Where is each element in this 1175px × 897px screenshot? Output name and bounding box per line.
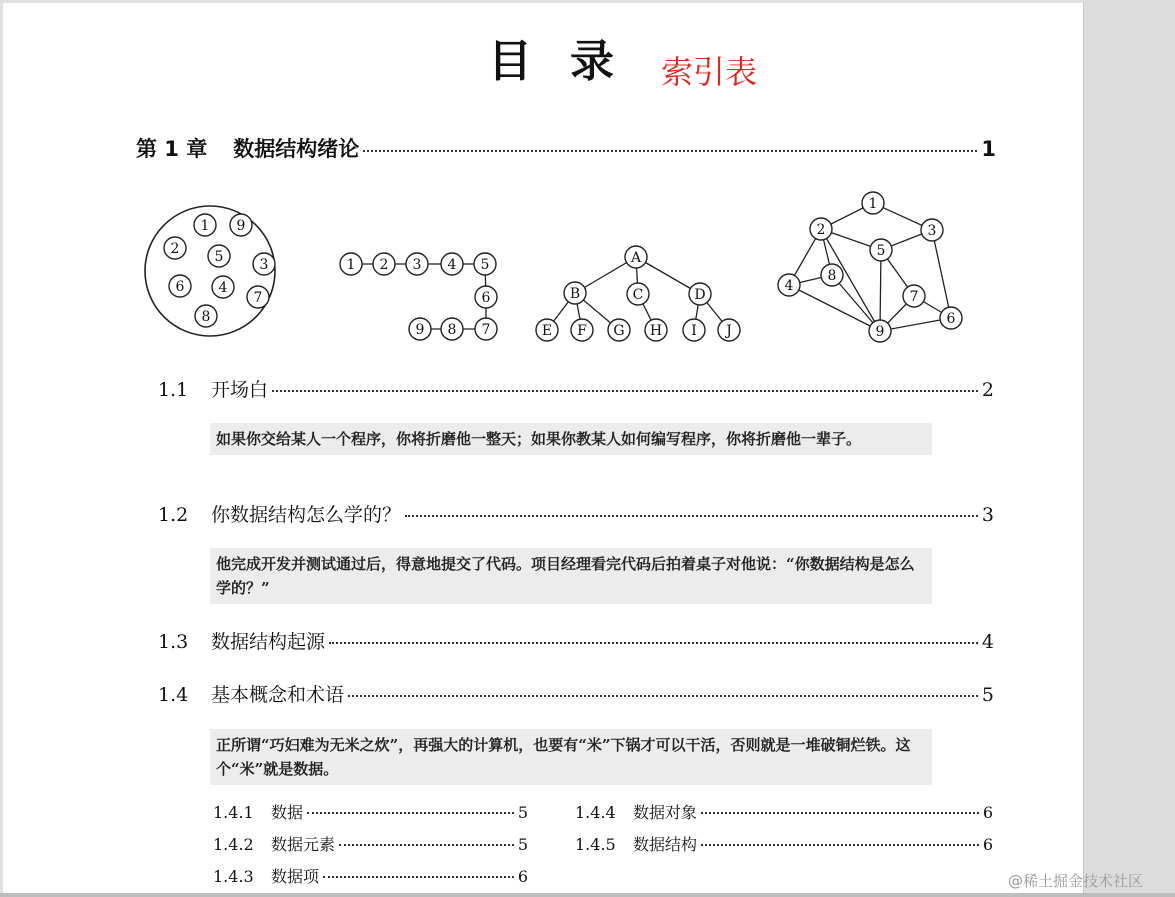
graph-node-9 bbox=[869, 320, 891, 342]
subsection-number: 1.4.1 bbox=[213, 803, 254, 822]
tree-node-A bbox=[625, 246, 647, 268]
set-node-6 bbox=[169, 275, 191, 297]
graph-node-4 bbox=[778, 274, 800, 296]
set-node-3 bbox=[253, 253, 275, 275]
viewer-bottom-bar bbox=[0, 893, 1175, 897]
tree-node-D bbox=[689, 283, 711, 305]
subsection-entry-1-4-2[interactable] bbox=[213, 832, 528, 855]
page-number: 1 bbox=[981, 137, 996, 161]
set-node-2 bbox=[164, 237, 186, 259]
leader-dots bbox=[329, 642, 978, 644]
viewer-side-panel bbox=[1084, 0, 1175, 897]
list-node-8 bbox=[441, 318, 463, 340]
leader-dots bbox=[272, 390, 978, 392]
svg-text:6: 6 bbox=[175, 279, 185, 295]
list-node-1 bbox=[340, 253, 362, 275]
svg-text:8: 8 bbox=[827, 268, 837, 284]
list-node-2 bbox=[373, 253, 395, 275]
subsection-number: 1.4.4 bbox=[575, 803, 616, 822]
chapter-title: 数据结构绪论 bbox=[233, 137, 360, 161]
set-node-8 bbox=[195, 305, 217, 327]
list-node-5 bbox=[474, 253, 496, 275]
set-node-4 bbox=[212, 276, 234, 298]
svg-text:1: 1 bbox=[346, 257, 356, 273]
quote-box: 如果你交给某人一个程序，你将折磨他一整天；如果你教某人如何编写程序，你将折磨他一辈子。 bbox=[210, 423, 932, 455]
list-node-3 bbox=[406, 253, 428, 275]
svg-text:5: 5 bbox=[214, 249, 224, 265]
tree-node-J bbox=[718, 319, 740, 341]
set-figure bbox=[145, 206, 275, 336]
section-number: 1.1 bbox=[158, 379, 189, 401]
subsection-number: 1.4.3 bbox=[213, 867, 254, 886]
graph-node-6 bbox=[940, 307, 962, 329]
page-number: 6 bbox=[517, 867, 528, 886]
svg-text:3: 3 bbox=[259, 257, 269, 273]
tree-node-B bbox=[564, 282, 586, 304]
tree-figure bbox=[536, 246, 740, 341]
leader-dots bbox=[701, 844, 979, 846]
document-page bbox=[3, 3, 1084, 893]
leader-dots bbox=[307, 812, 514, 814]
svg-text:3: 3 bbox=[412, 257, 422, 273]
svg-text:9: 9 bbox=[236, 218, 246, 234]
section-title: 基本概念和术语 bbox=[211, 684, 345, 706]
section-number: 1.4 bbox=[158, 684, 189, 706]
annotation-label: 索引表 bbox=[661, 53, 758, 91]
quote-box: 正所谓“巧妇难为无米之炊”，再强大的计算机，也要有“米”下锅才可以干活，否则就是一堆破铜烂铁。这个“米”就是数据。 bbox=[210, 729, 932, 785]
subsection-entry-1-4-4[interactable] bbox=[575, 800, 993, 823]
leader-dots bbox=[405, 515, 978, 517]
svg-text:7: 7 bbox=[909, 289, 919, 305]
svg-text:4: 4 bbox=[447, 257, 457, 273]
svg-text:7: 7 bbox=[253, 290, 263, 306]
svg-text:B: B bbox=[569, 286, 581, 302]
graph-node-8 bbox=[821, 264, 843, 286]
svg-text:F: F bbox=[577, 323, 587, 339]
page-number: 6 bbox=[982, 803, 993, 822]
svg-text:5: 5 bbox=[876, 243, 886, 259]
page-number: 5 bbox=[517, 835, 528, 854]
svg-text:E: E bbox=[541, 323, 553, 339]
subsection-number: 1.4.5 bbox=[575, 835, 616, 854]
list-node-9 bbox=[409, 318, 431, 340]
page-number: 5 bbox=[517, 803, 528, 822]
tree-node-C bbox=[627, 283, 649, 305]
tree-node-G bbox=[608, 319, 630, 341]
svg-text:G: G bbox=[613, 323, 625, 339]
svg-text:1: 1 bbox=[200, 218, 210, 234]
subsection-entry-1-4-5[interactable] bbox=[575, 832, 993, 855]
linear-figure bbox=[340, 253, 497, 340]
svg-text:2: 2 bbox=[816, 222, 826, 238]
subsection-title: 数据结构 bbox=[633, 835, 698, 854]
list-node-6 bbox=[475, 286, 497, 308]
subsection-number: 1.4.2 bbox=[213, 835, 254, 854]
section-entry-1-3[interactable] bbox=[158, 627, 994, 654]
graph-figure bbox=[778, 192, 962, 342]
svg-text:C: C bbox=[632, 287, 644, 303]
subsection-entry-1-4-3[interactable] bbox=[213, 864, 528, 887]
structure-figures bbox=[3, 3, 1083, 363]
section-entry-1-4[interactable] bbox=[158, 680, 994, 707]
subsection-entry-1-4-1[interactable] bbox=[213, 800, 528, 823]
section-entry-1-2[interactable] bbox=[158, 500, 994, 527]
page-number: 2 bbox=[981, 379, 994, 401]
graph-node-7 bbox=[903, 285, 925, 307]
subsection-title: 数据元素 bbox=[271, 835, 336, 854]
section-title: 数据结构起源 bbox=[211, 631, 326, 653]
page-title: 目录 bbox=[488, 36, 652, 87]
page-number: 6 bbox=[982, 835, 993, 854]
svg-text:8: 8 bbox=[201, 309, 211, 325]
section-title: 开场白 bbox=[211, 379, 269, 401]
svg-text:H: H bbox=[649, 323, 663, 339]
list-node-4 bbox=[441, 253, 463, 275]
tree-node-F bbox=[571, 319, 593, 341]
svg-text:2: 2 bbox=[170, 241, 180, 257]
set-node-5 bbox=[208, 245, 230, 267]
tree-node-H bbox=[645, 319, 667, 341]
tree-node-E bbox=[536, 319, 558, 341]
svg-text:9: 9 bbox=[875, 324, 885, 340]
tree-node-I bbox=[683, 319, 705, 341]
graph-node-5 bbox=[870, 239, 892, 261]
subsection-title: 数据对象 bbox=[633, 803, 698, 822]
svg-text:9: 9 bbox=[415, 322, 425, 338]
svg-text:J: J bbox=[726, 323, 732, 339]
svg-text:6: 6 bbox=[481, 290, 491, 306]
leader-dots bbox=[339, 844, 514, 846]
set-node-1 bbox=[194, 214, 216, 236]
graph-node-1 bbox=[862, 192, 884, 214]
set-node-7 bbox=[247, 286, 269, 308]
page-number: 4 bbox=[981, 631, 994, 653]
svg-text:1: 1 bbox=[868, 196, 878, 212]
graph-node-2 bbox=[810, 218, 832, 240]
svg-text:D: D bbox=[694, 287, 706, 303]
leader-dots bbox=[348, 695, 978, 697]
page-number: 3 bbox=[981, 504, 994, 526]
svg-text:6: 6 bbox=[946, 311, 956, 327]
page-number: 5 bbox=[981, 684, 994, 706]
svg-text:3: 3 bbox=[927, 223, 937, 239]
section-entry-1-1[interactable] bbox=[158, 375, 994, 402]
quote-box: 他完成开发并测试通过后，得意地提交了代码。项目经理看完代码后拍着桌子对他说：“你数据结构是怎么学的？” bbox=[210, 548, 932, 604]
subsection-title: 数据 bbox=[271, 803, 304, 822]
chapter-number: 第 1 章 bbox=[136, 137, 208, 161]
list-node-7 bbox=[475, 318, 497, 340]
watermark-text: @稀土掘金技术社区 bbox=[1008, 872, 1144, 890]
section-number: 1.2 bbox=[158, 504, 189, 526]
svg-text:I: I bbox=[691, 323, 697, 339]
svg-text:4: 4 bbox=[784, 278, 794, 294]
svg-text:7: 7 bbox=[481, 322, 491, 338]
leader-dots bbox=[323, 876, 514, 878]
section-number: 1.3 bbox=[158, 631, 189, 653]
graph-node-3 bbox=[921, 219, 943, 241]
svg-text:2: 2 bbox=[379, 257, 389, 273]
leader-dots bbox=[701, 812, 979, 814]
set-node-9 bbox=[230, 214, 252, 236]
svg-text:4: 4 bbox=[218, 280, 228, 296]
section-title: 你数据结构怎么学的？ bbox=[211, 504, 402, 526]
subsection-title: 数据项 bbox=[271, 867, 320, 886]
svg-text:A: A bbox=[630, 250, 642, 266]
svg-text:8: 8 bbox=[447, 322, 457, 338]
svg-text:5: 5 bbox=[480, 257, 490, 273]
